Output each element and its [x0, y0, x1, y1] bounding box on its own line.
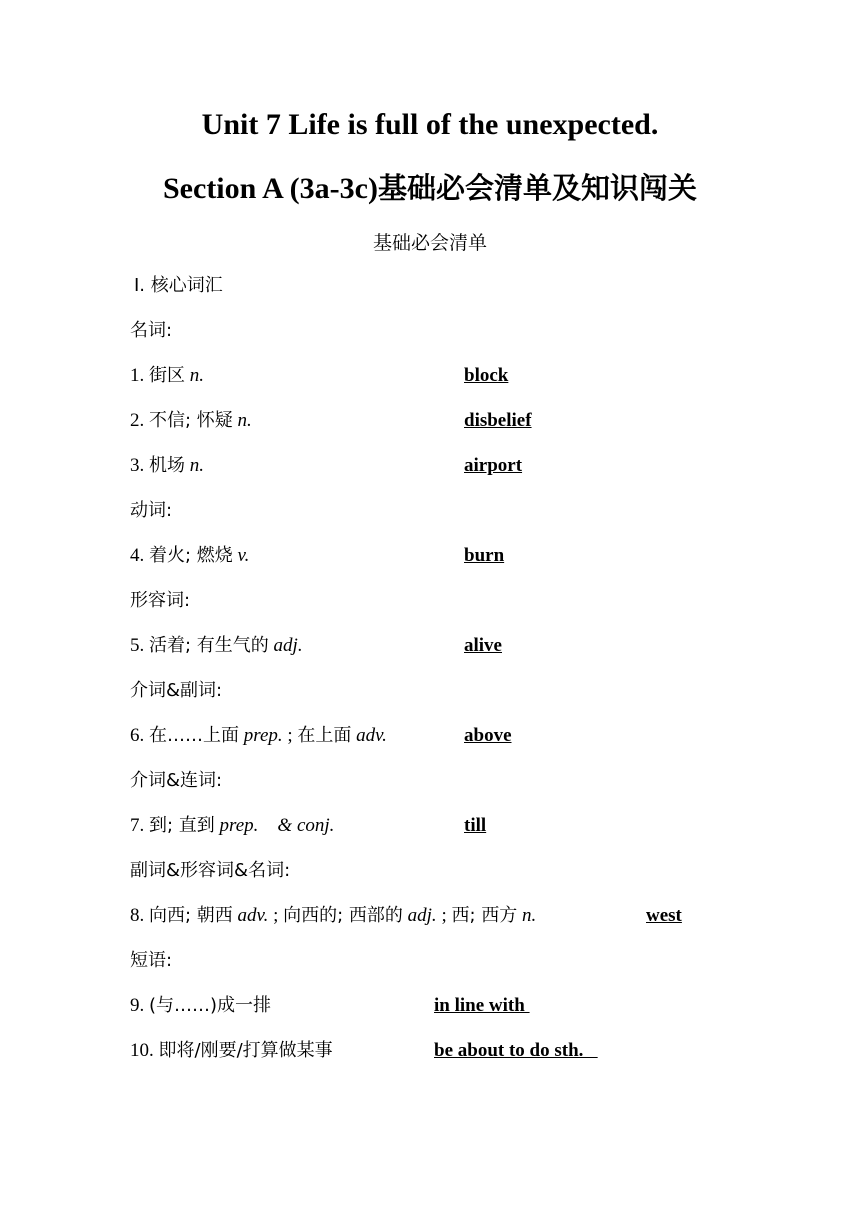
- item-chinese: 即将/刚要/打算做某事: [158, 1040, 333, 1061]
- item-7: [130, 814, 334, 838]
- item-number: 9.: [130, 995, 145, 1016]
- item-pos: adj.: [273, 635, 303, 656]
- item-number: 7.: [130, 815, 145, 836]
- title-cn: 基础必会清单及知识闯关: [377, 171, 697, 205]
- category-adjectives: 形容词:: [130, 590, 191, 611]
- item-chinese: 向西; 朝西: [149, 905, 233, 926]
- item-chinese: 西; 西方: [451, 905, 518, 926]
- answer-3: airport: [464, 455, 523, 476]
- item-number: 3.: [130, 455, 145, 476]
- item-pos: prep. & conj.: [219, 815, 335, 836]
- item-8: [130, 904, 536, 928]
- item-4: [130, 544, 249, 568]
- item-separator: ;: [282, 725, 298, 746]
- category-nouns: 名词:: [130, 320, 173, 341]
- answer-9: in line with: [434, 995, 530, 1016]
- answer-5: alive: [464, 635, 502, 656]
- item-9: [130, 994, 271, 1018]
- item-pos: n.: [237, 410, 252, 431]
- item-chinese: 着火; 燃烧: [149, 545, 233, 566]
- item-pos: adj.: [407, 905, 437, 926]
- answer-2: disbelief: [464, 410, 532, 431]
- answer-1: block: [464, 365, 509, 386]
- item-number: 8.: [130, 905, 145, 926]
- item-pos: prep.: [243, 725, 283, 746]
- item-10: [130, 1039, 333, 1063]
- section-heading: Ⅰ. 核心词汇: [134, 275, 223, 296]
- item-chinese: 不信; 怀疑: [149, 410, 233, 431]
- category-prep-conj: 介词&连词:: [130, 770, 223, 791]
- item-pos: adv.: [237, 905, 269, 926]
- item-6: [130, 724, 387, 748]
- item-number: 6.: [130, 725, 145, 746]
- answer-7: till: [464, 815, 487, 836]
- category-verbs: 动词:: [130, 500, 173, 521]
- item-chinese: 机场: [149, 455, 185, 476]
- item-chinese: 街区: [149, 365, 185, 386]
- item-separator: ;: [436, 905, 452, 926]
- category-prep-adv: 介词&副词:: [130, 680, 223, 701]
- item-chinese: 活着; 有生气的: [149, 635, 269, 656]
- item-pos: adv.: [356, 725, 387, 746]
- item-pos: n.: [189, 455, 204, 476]
- item-number: 10.: [130, 1040, 154, 1061]
- category-adv-adj-noun: 副词&形容词&名词:: [130, 860, 291, 881]
- item-pos: v.: [237, 545, 250, 566]
- title-section: Section A (3a-3c): [163, 172, 378, 205]
- item-number: 4.: [130, 545, 145, 566]
- item-chinese: 向西的; 西部的: [283, 905, 403, 926]
- item-number: 2.: [130, 410, 145, 431]
- item-separator: ;: [268, 905, 284, 926]
- item-1: [130, 364, 204, 388]
- answer-10: be about to do sth.: [434, 1040, 598, 1061]
- item-number: 1.: [130, 365, 145, 386]
- item-chinese: 到; 直到: [149, 815, 215, 836]
- answer-6: above: [464, 725, 512, 746]
- item-pos: n.: [189, 365, 204, 386]
- title-line-2: [0, 166, 860, 207]
- answer-4: burn: [464, 545, 505, 566]
- item-chinese: (与……)成一排: [149, 995, 272, 1016]
- item-number: 5.: [130, 635, 145, 656]
- item-5: [130, 634, 303, 658]
- category-phrases: 短语:: [130, 950, 173, 971]
- item-3: [130, 454, 204, 478]
- item-chinese: 在……上面: [149, 725, 239, 746]
- item-2: [130, 409, 252, 433]
- title-line-1: Unit 7 Life is full of the unexpected.: [201, 108, 659, 141]
- item-chinese: 在上面: [297, 725, 352, 746]
- item-pos: n.: [522, 905, 537, 926]
- subtitle: 基础必会清单: [372, 232, 487, 254]
- answer-8: west: [646, 905, 682, 926]
